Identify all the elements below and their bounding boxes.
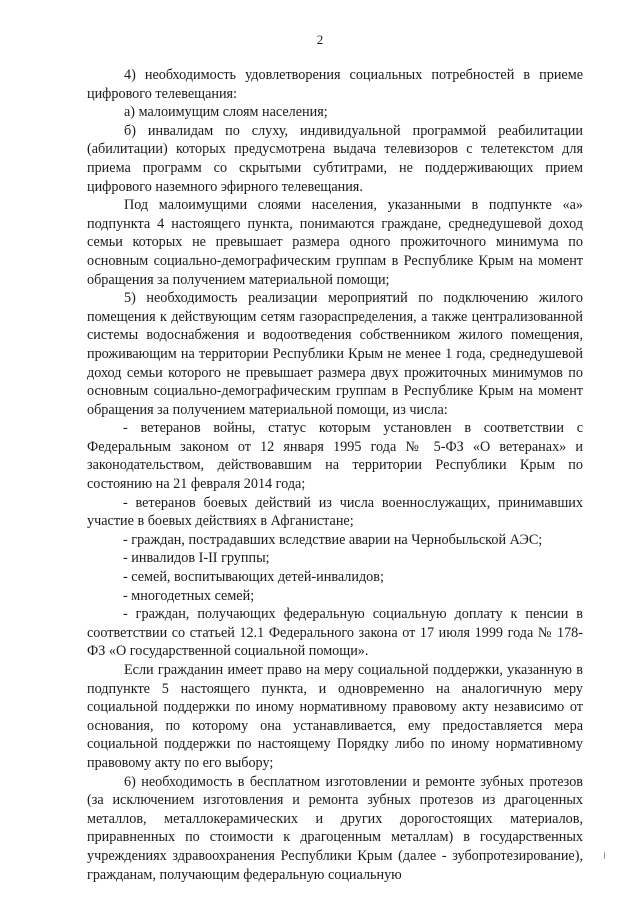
paragraph-low-income-definition: Под малоимущими слоями населения, указанными в подпункте «а» подпункта 4 настоящего пункта, понимаются граждане, среднедушевой доход семьи которых не превышает размера одного прожиточного минимума по основным социально-демографическим группам в Республике Крым на момент обращения за получением материальной помощи; xyxy=(87,197,583,288)
paragraph-item-4: 4) необходимость удовлетворения социальных потребностей в приеме цифрового телевещания: xyxy=(87,67,583,102)
list-item-war-veterans: - ветеранов войны, статус которым установлен в соответствии с Федеральным законом от 12 января 1995 года № 5-ФЗ «О ветеранах» и законодательством, действовавшим на территории Республики Крым по состоянию на 21 февраля 2014 года; xyxy=(87,420,583,493)
list-item-large-families: - многодетных семей; xyxy=(123,587,255,604)
paragraph-choice-of-support: Если гражданин имеет право на меру социальной поддержки, указанную в подпункте 5 настоящего пункта, и одновременно на аналогичную меру социальной поддержки по иному нормативному правовому акту независимо от основания, по которому она устанавливается, ему предоставляется мера социальной поддержки по настоящему Порядку либо по иному нормативному правовому акту по его выбору; xyxy=(87,662,583,771)
paragraph-subitem-a: а) малоимущим слоям населения; xyxy=(124,104,328,121)
list-item-combat-veterans: - ветеранов боевых действий из числа военнослужащих, принимавших участие в боевых действиях в Афганистане; xyxy=(87,494,583,530)
paragraph-item-6: 6) необходимость в бесплатном изготовлении и ремонте зубных протезов (за исключением изготовления и ремонта зубных протезов из драгоценных металлов, металлокерамических и других дорогостоящих материалов, приравненных по стоимости к драгоценным металлам) в государственных учреждениях здравоохранения Республики Крым (далее - зубопротезирование), гражданам, получающим федеральную социальную xyxy=(87,773,583,883)
list-item-disabled: - инвалидов I-II группы; xyxy=(123,550,270,567)
paragraph-item-5: 5) необходимость реализации мероприятий по подключению жилого помещения к действующим сетям газораспределения, а также централизованной системы водоснабжения и водоотведения собственником жилого помещения, проживающим на территории Республики Крым не менее 1 года, среднедушевой доход семьи которого не превышает размера двух прожиточных минимумов по основным социально-демографическим группам в Республике Крым на момент обращения за получением материальной помощи, из числа: xyxy=(87,290,583,418)
document-body xyxy=(87,66,583,884)
list-item-chernobyl: - граждан, пострадавших вследствие аварии на Чернобыльской АЭС; xyxy=(123,531,543,548)
list-item-families-disabled-children: - семей, воспитывающих детей-инвалидов; xyxy=(123,569,384,586)
margin-mark xyxy=(604,852,605,859)
list-item-pension-supplement: - граждан, получающих федеральную социальную доплату к пенсии в соответствии со статьей 12.1 Федерального закона от 17 июля 1999 года № 178-ФЗ «О государственной социальной помощи». xyxy=(87,606,583,660)
paragraph-subitem-b: б) инвалидам по слуху, индивидуальной программой реабилитации (абилитации) которых предусмотрена выдача телевизоров с телетекстом для приема программ со скрытыми субтитрами, не поддерживающих прием цифрового наземного эфирного телевещания. xyxy=(87,122,583,195)
page-number: 2 xyxy=(316,32,324,47)
